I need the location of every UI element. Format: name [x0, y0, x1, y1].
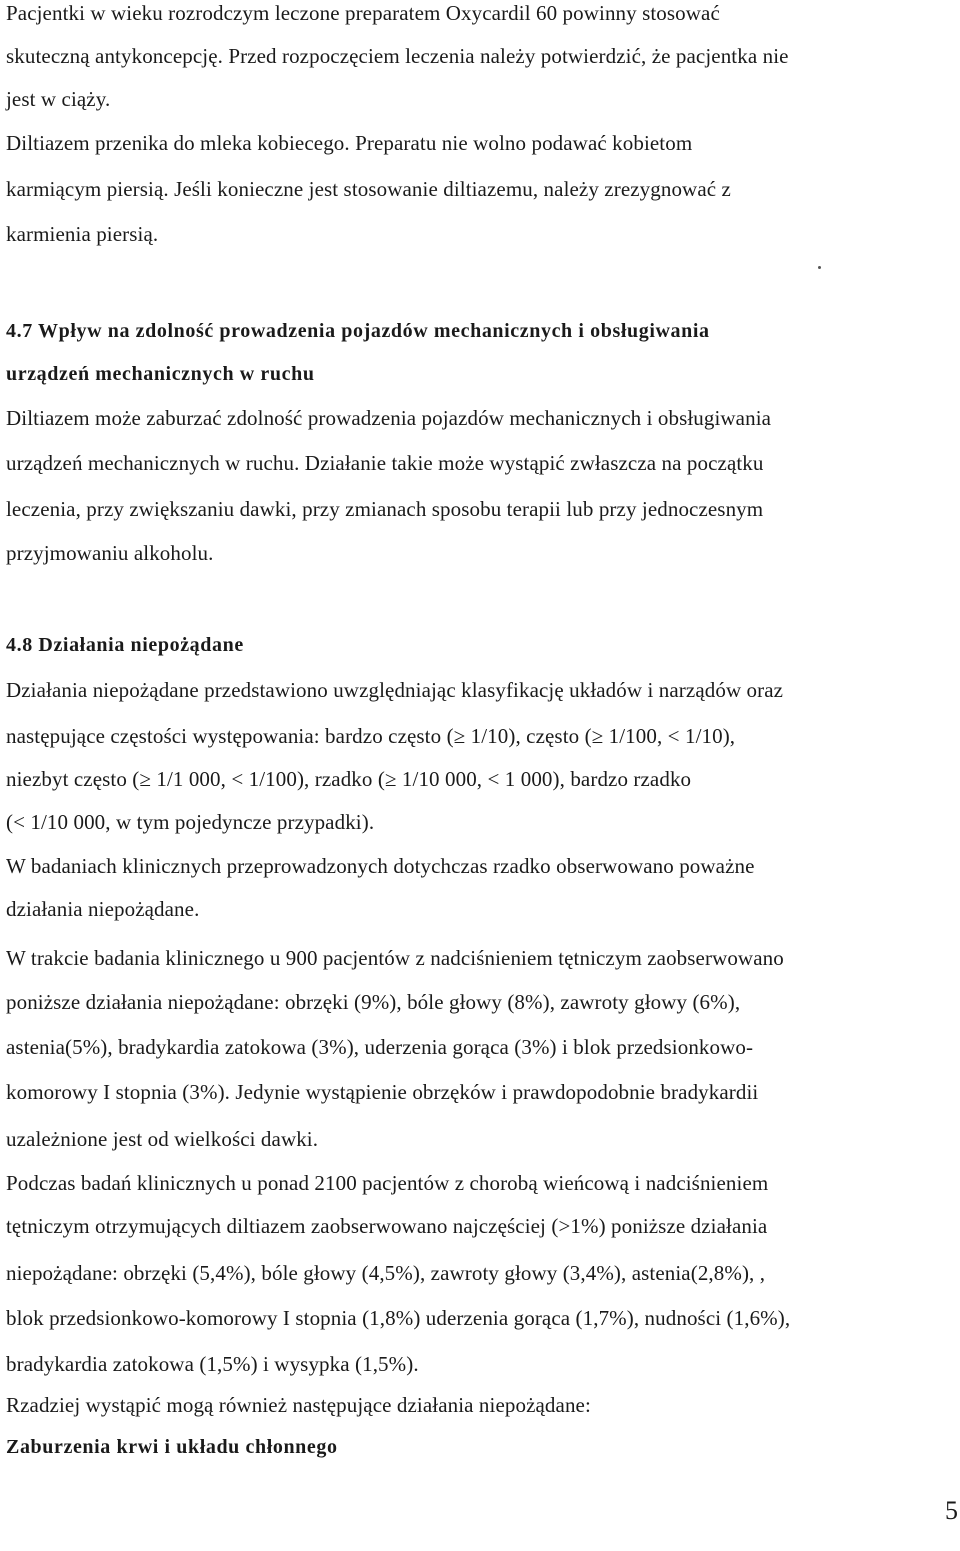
text-line: Pacjentki w wieku rozrodczym leczone preparatem Oxycardil 60 powinny stosować — [6, 1, 720, 25]
section-heading: Zaburzenia krwi i układu chłonnego — [6, 1436, 338, 1458]
text-line: uzależnione jest od wielkości dawki. — [6, 1127, 319, 1151]
text-line: leczenia, przy zwiększaniu dawki, przy zmianach sposobu terapii lub przy jednoczesnym — [6, 497, 764, 521]
text-line: komorowy I stopnia (3%). Jedynie wystąpienie obrzęków i prawdopodobnie bradykardii — [6, 1080, 759, 1104]
text-line: karmienia piersią. — [6, 222, 159, 246]
text-line: astenia(5%), bradykardia zatokowa (3%), uderzenia gorąca (3%) i blok przedsionkowo- — [6, 1035, 754, 1059]
text-line: bradykardia zatokowa (1,5%) i wysypka (1,5%). — [6, 1352, 419, 1376]
section-heading: 4.7 Wpływ na zdolność prowadzenia pojazdów mechanicznych i obsługiwania — [6, 320, 710, 342]
text-line: niezbyt często (≥ 1/1 000, < 1/100), rzadko (≥ 1/10 000, < 1 000), bardzo rzadko — [6, 767, 692, 791]
section-heading: urządzeń mechanicznych w ruchu — [6, 363, 315, 385]
text-line: działania niepożądane. — [6, 897, 200, 921]
page-number: 5 — [945, 1496, 958, 1525]
text-line: jest w ciąży. — [6, 87, 111, 111]
text-line: tętniczym otrzymujących diltiazem zaobserwowano najczęściej (>1%) poniższe działania — [6, 1214, 768, 1238]
stray-mark — [818, 266, 821, 269]
text-line: Diltiazem może zaburzać zdolność prowadzenia pojazdów mechanicznych i obsługiwania — [6, 406, 772, 430]
text-line: Działania niepożądane przedstawiono uwzględniając klasyfikację układów i narządów oraz — [6, 678, 784, 702]
text-line: karmiącym piersią. Jeśli konieczne jest stosowanie diltiazemu, należy zrezygnować z — [6, 177, 731, 201]
text-line: przyjmowaniu alkoholu. — [6, 541, 214, 565]
text-line: skuteczną antykoncepcję. Przed rozpoczęciem leczenia należy potwierdzić, że pacjentka nie — [6, 44, 789, 68]
text-line: (< 1/10 000, w tym pojedyncze przypadki). — [6, 810, 375, 834]
text-line: Diltiazem przenika do mleka kobiecego. Preparatu nie wolno podawać kobietom — [6, 131, 693, 155]
text-line: następujące częstości występowania: bardzo często (≥ 1/10), często (≥ 1/100, < 1/10), — [6, 724, 736, 748]
text-line: W trakcie badania klinicznego u 900 pacjentów z nadciśnieniem tętniczym zaobserwowano — [6, 946, 784, 970]
text-line: W badaniach klinicznych przeprowadzonych dotychczas rzadko obserwowano poważne — [6, 854, 755, 878]
text-line: Podczas badań klinicznych u ponad 2100 pacjentów z chorobą wieńcową i nadciśnieniem — [6, 1171, 769, 1195]
text-line: niepożądane: obrzęki (5,4%), bóle głowy (4,5%), zawroty głowy (3,4%), astenia(2,8%), , — [6, 1261, 766, 1285]
text-line: poniższe działania niepożądane: obrzęki (9%), bóle głowy (8%), zawroty głowy (6%), — [6, 990, 741, 1014]
text-line: urządzeń mechanicznych w ruchu. Działanie takie może wystąpić zwłaszcza na początku — [6, 451, 764, 475]
text-line: blok przedsionkowo-komorowy I stopnia (1,8%) uderzenia gorąca (1,7%), nudności (1,6%), — [6, 1306, 791, 1330]
text-line: Rzadziej wystąpić mogą również następujące działania niepożądane: — [6, 1393, 591, 1417]
section-heading: 4.8 Działania niepożądane — [6, 634, 244, 656]
